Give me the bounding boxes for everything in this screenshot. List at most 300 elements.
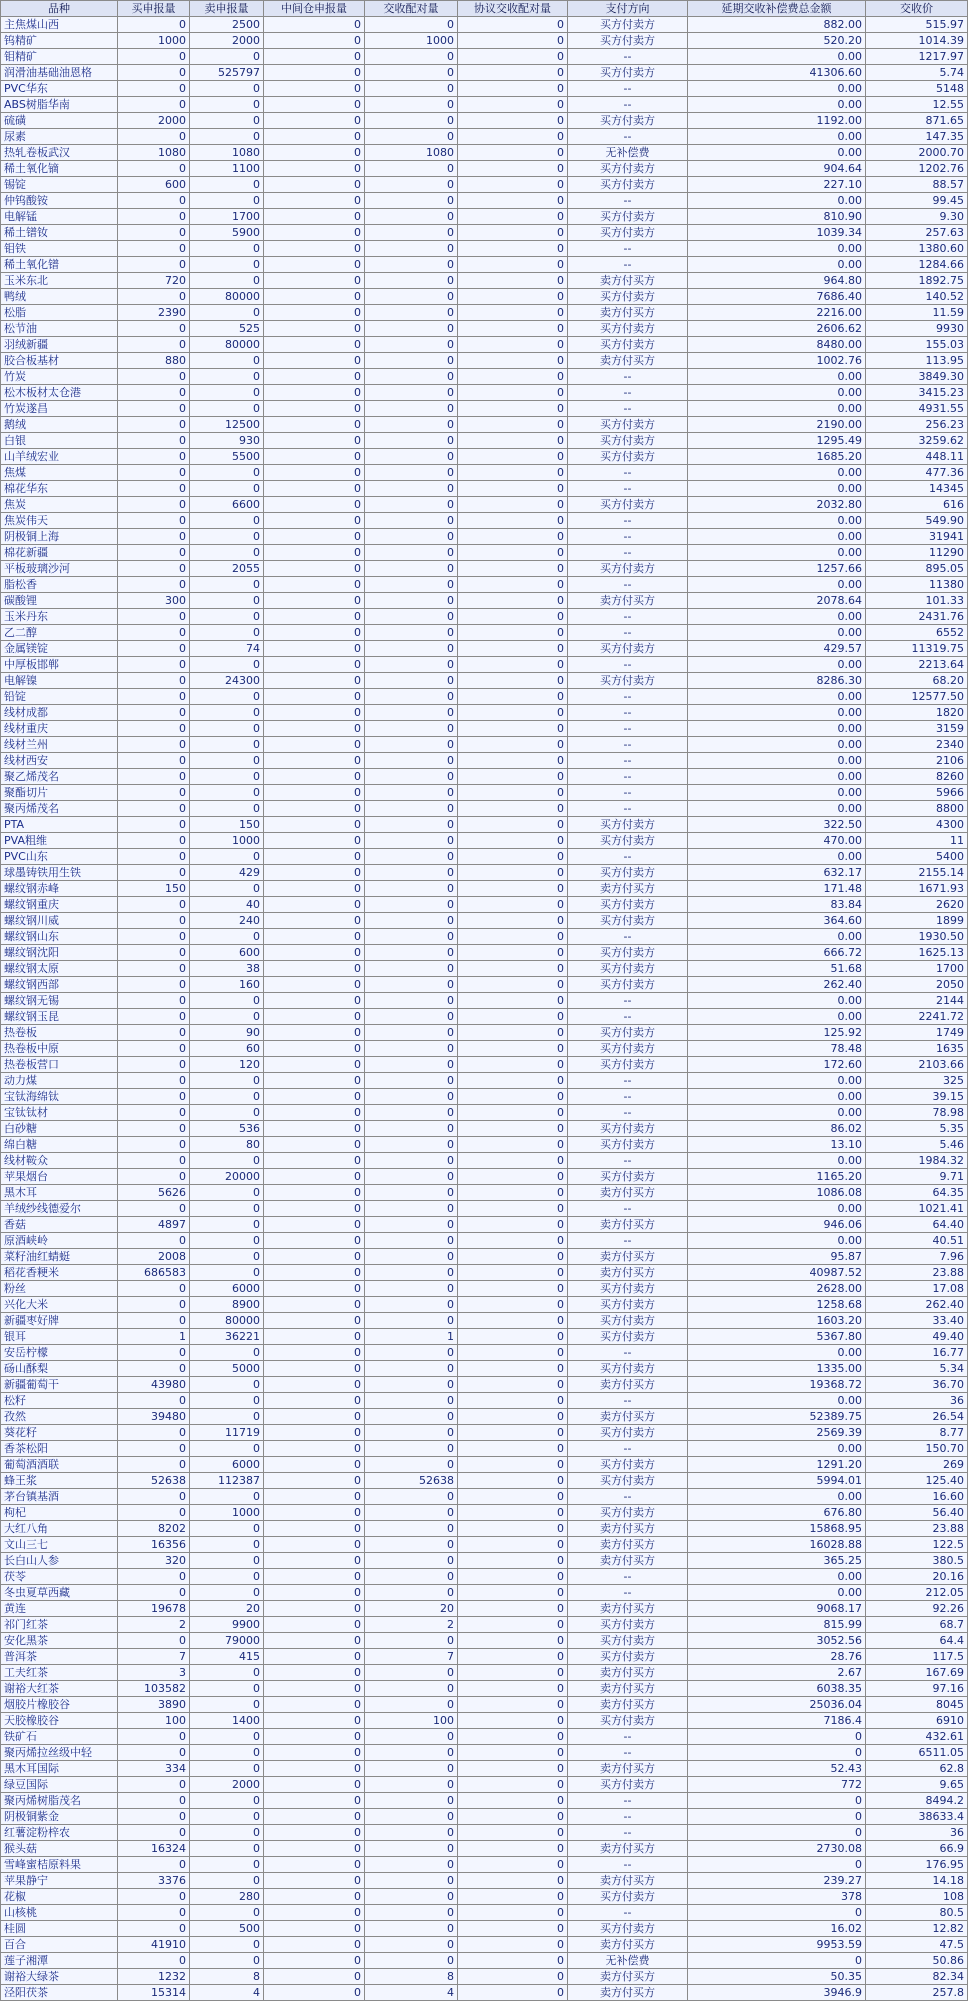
cell-delivery-matched: 0 — [365, 417, 458, 433]
cell-sell-declared: 0 — [190, 97, 264, 113]
table-row — [1, 305, 968, 321]
cell-buy-declared: 0 — [118, 49, 190, 65]
cell-delivery-matched: 0 — [365, 161, 458, 177]
cell-payment-direction: 买方付卖方 — [568, 337, 688, 353]
cell-agreement-matched: 0 — [458, 353, 568, 369]
cell-variety: 烟胶片橡胶谷 — [1, 1697, 118, 1713]
cell-payment-direction: 无补偿费 — [568, 145, 688, 161]
cell-deferred-compensation: 0.00 — [688, 1585, 866, 1601]
cell-delivery-price: 9.65 — [866, 1777, 968, 1793]
cell-intermediate-declared: 0 — [264, 49, 365, 65]
cell-intermediate-declared: 0 — [264, 1041, 365, 1057]
cell-payment-direction: 买方付卖方 — [568, 1473, 688, 1489]
cell-deferred-compensation: 322.50 — [688, 817, 866, 833]
cell-deferred-compensation: 125.92 — [688, 1025, 866, 1041]
cell-variety: 新疆葡萄干 — [1, 1377, 118, 1393]
cell-payment-direction: -- — [568, 529, 688, 545]
cell-intermediate-declared: 0 — [264, 1137, 365, 1153]
table-row — [1, 1505, 968, 1521]
cell-delivery-price: 895.05 — [866, 561, 968, 577]
cell-variety: 聚丙烯拉丝级中轻 — [1, 1745, 118, 1761]
cell-delivery-matched: 0 — [365, 241, 458, 257]
cell-delivery-price: 269 — [866, 1457, 968, 1473]
cell-sell-declared: 0 — [190, 993, 264, 1009]
cell-variety: 花椒 — [1, 1889, 118, 1905]
table-row — [1, 705, 968, 721]
cell-delivery-price: 1984.32 — [866, 1153, 968, 1169]
cell-variety: 祁门红茶 — [1, 1617, 118, 1633]
cell-agreement-matched: 0 — [458, 1745, 568, 1761]
cell-deferred-compensation: 0.00 — [688, 753, 866, 769]
cell-buy-declared: 100 — [118, 1713, 190, 1729]
cell-intermediate-declared: 0 — [264, 1473, 365, 1489]
cell-delivery-matched: 0 — [365, 1201, 458, 1217]
table-row — [1, 497, 968, 513]
cell-buy-declared: 0 — [118, 1729, 190, 1745]
cell-variety: 松籽 — [1, 1393, 118, 1409]
cell-delivery-matched: 0 — [365, 1537, 458, 1553]
cell-delivery-matched: 0 — [365, 449, 458, 465]
cell-buy-declared: 0 — [118, 577, 190, 593]
cell-intermediate-declared: 0 — [264, 1489, 365, 1505]
cell-variety: 电解镍 — [1, 673, 118, 689]
cell-variety: 长白山人参 — [1, 1553, 118, 1569]
cell-buy-declared: 2 — [118, 1617, 190, 1633]
cell-agreement-matched: 0 — [458, 337, 568, 353]
cell-intermediate-declared: 0 — [264, 929, 365, 945]
cell-buy-declared: 0 — [118, 513, 190, 529]
cell-variety: 聚酯切片 — [1, 785, 118, 801]
cell-delivery-matched: 0 — [365, 1665, 458, 1681]
cell-agreement-matched: 0 — [458, 17, 568, 33]
cell-buy-declared: 0 — [118, 337, 190, 353]
cell-intermediate-declared: 0 — [264, 577, 365, 593]
cell-payment-direction: 买方付卖方 — [568, 1041, 688, 1057]
cell-buy-declared: 0 — [118, 321, 190, 337]
cell-buy-declared: 0 — [118, 1025, 190, 1041]
cell-delivery-matched: 0 — [365, 689, 458, 705]
cell-payment-direction: -- — [568, 1345, 688, 1361]
cell-intermediate-declared: 0 — [264, 145, 365, 161]
cell-payment-direction: -- — [568, 785, 688, 801]
cell-deferred-compensation: 0 — [688, 1729, 866, 1745]
cell-sell-declared: 0 — [190, 1953, 264, 1969]
cell-delivery-price: 50.86 — [866, 1953, 968, 1969]
cell-deferred-compensation: 365.25 — [688, 1553, 866, 1569]
cell-payment-direction: -- — [568, 465, 688, 481]
cell-payment-direction: -- — [568, 929, 688, 945]
cell-agreement-matched: 0 — [458, 801, 568, 817]
table-row — [1, 945, 968, 961]
cell-variety: 白银 — [1, 433, 118, 449]
cell-payment-direction: -- — [568, 1441, 688, 1457]
cell-delivery-price: 31941 — [866, 529, 968, 545]
cell-delivery-matched: 0 — [365, 1153, 458, 1169]
cell-buy-declared: 0 — [118, 1089, 190, 1105]
table-row — [1, 449, 968, 465]
cell-agreement-matched: 0 — [458, 33, 568, 49]
cell-payment-direction: 买方付卖方 — [568, 1457, 688, 1473]
cell-delivery-price: 99.45 — [866, 193, 968, 209]
cell-buy-declared: 0 — [118, 1857, 190, 1873]
cell-intermediate-declared: 0 — [264, 1361, 365, 1377]
cell-deferred-compensation: 0.00 — [688, 849, 866, 865]
cell-payment-direction: -- — [568, 1809, 688, 1825]
cell-sell-declared: 0 — [190, 529, 264, 545]
cell-agreement-matched: 0 — [458, 1857, 568, 1873]
cell-variety: 焦炭 — [1, 497, 118, 513]
cell-delivery-matched: 0 — [365, 1105, 458, 1121]
cell-sell-declared: 0 — [190, 1249, 264, 1265]
cell-intermediate-declared: 0 — [264, 1457, 365, 1473]
cell-buy-declared: 0 — [118, 1889, 190, 1905]
cell-payment-direction: 买方付卖方 — [568, 1361, 688, 1377]
cell-payment-direction: 买方付卖方 — [568, 1505, 688, 1521]
cell-intermediate-declared: 0 — [264, 945, 365, 961]
cell-intermediate-declared: 0 — [264, 1873, 365, 1889]
cell-sell-declared: 0 — [190, 1553, 264, 1569]
cell-sell-declared: 0 — [190, 49, 264, 65]
cell-sell-declared: 60 — [190, 1041, 264, 1057]
cell-sell-declared: 0 — [190, 1809, 264, 1825]
cell-sell-declared: 0 — [190, 577, 264, 593]
cell-delivery-price: 257.8 — [866, 1985, 968, 2001]
cell-variety: 热卷板 — [1, 1025, 118, 1041]
table-row — [1, 1617, 968, 1633]
table-row — [1, 257, 968, 273]
cell-buy-declared: 0 — [118, 1009, 190, 1025]
cell-sell-declared: 80000 — [190, 1313, 264, 1329]
cell-delivery-price: 871.65 — [866, 113, 968, 129]
cell-agreement-matched: 0 — [458, 1873, 568, 1889]
cell-delivery-price: 68.20 — [866, 673, 968, 689]
cell-payment-direction: 买方付卖方 — [568, 1649, 688, 1665]
cell-payment-direction: 买方付卖方 — [568, 1297, 688, 1313]
cell-sell-declared: 0 — [190, 753, 264, 769]
cell-intermediate-declared: 0 — [264, 225, 365, 241]
cell-variety: 螺纹钢玉昆 — [1, 1009, 118, 1025]
cell-agreement-matched: 0 — [458, 1665, 568, 1681]
cell-delivery-matched: 0 — [365, 1681, 458, 1697]
table-row — [1, 193, 968, 209]
cell-payment-direction: -- — [568, 257, 688, 273]
cell-payment-direction: -- — [568, 1825, 688, 1841]
cell-deferred-compensation: 8480.00 — [688, 337, 866, 353]
cell-delivery-matched: 0 — [365, 1073, 458, 1089]
cell-sell-declared: 0 — [190, 353, 264, 369]
cell-delivery-matched: 0 — [365, 785, 458, 801]
cell-intermediate-declared: 0 — [264, 1857, 365, 1873]
cell-intermediate-declared: 0 — [264, 1633, 365, 1649]
cell-buy-declared: 0 — [118, 1425, 190, 1441]
cell-sell-declared: 0 — [190, 689, 264, 705]
cell-intermediate-declared: 0 — [264, 33, 365, 49]
cell-buy-declared: 0 — [118, 1313, 190, 1329]
cell-deferred-compensation: 0.00 — [688, 1441, 866, 1457]
header-delivery-price: 交收价 — [866, 1, 968, 17]
cell-payment-direction: 卖方付买方 — [568, 1217, 688, 1233]
cell-deferred-compensation: 666.72 — [688, 945, 866, 961]
table-row — [1, 177, 968, 193]
cell-buy-declared: 0 — [118, 833, 190, 849]
cell-deferred-compensation: 0.00 — [688, 1233, 866, 1249]
cell-sell-declared: 0 — [190, 1089, 264, 1105]
cell-delivery-matched: 0 — [365, 209, 458, 225]
cell-delivery-matched: 0 — [365, 81, 458, 97]
cell-payment-direction: -- — [568, 241, 688, 257]
cell-agreement-matched: 0 — [458, 865, 568, 881]
cell-deferred-compensation: 19368.72 — [688, 1377, 866, 1393]
cell-sell-declared: 150 — [190, 817, 264, 833]
cell-variety: 绵白糖 — [1, 1137, 118, 1153]
cell-sell-declared: 525797 — [190, 65, 264, 81]
cell-variety: 硫磺 — [1, 113, 118, 129]
cell-delivery-price: 97.16 — [866, 1681, 968, 1697]
table-row — [1, 753, 968, 769]
cell-intermediate-declared: 0 — [264, 1073, 365, 1089]
cell-variety: 聚丙烯树脂茂名 — [1, 1793, 118, 1809]
cell-sell-declared: 2500 — [190, 17, 264, 33]
cell-variety: 螺纹钢无锡 — [1, 993, 118, 1009]
table-row — [1, 209, 968, 225]
cell-buy-declared: 0 — [118, 1105, 190, 1121]
cell-payment-direction: 买方付卖方 — [568, 1281, 688, 1297]
cell-payment-direction: 买方付卖方 — [568, 113, 688, 129]
cell-sell-declared: 0 — [190, 1521, 264, 1537]
cell-sell-declared: 0 — [190, 737, 264, 753]
cell-delivery-matched: 0 — [365, 817, 458, 833]
cell-agreement-matched: 0 — [458, 609, 568, 625]
cell-sell-declared: 0 — [190, 1345, 264, 1361]
cell-sell-declared: 1700 — [190, 209, 264, 225]
cell-delivery-matched: 0 — [365, 257, 458, 273]
cell-sell-declared: 0 — [190, 1537, 264, 1553]
cell-payment-direction: -- — [568, 1201, 688, 1217]
cell-delivery-matched: 0 — [365, 1249, 458, 1265]
cell-payment-direction: -- — [568, 1569, 688, 1585]
cell-intermediate-declared: 0 — [264, 1265, 365, 1281]
cell-agreement-matched: 0 — [458, 1489, 568, 1505]
cell-delivery-matched: 0 — [365, 753, 458, 769]
cell-payment-direction: -- — [568, 801, 688, 817]
cell-buy-declared: 41910 — [118, 1937, 190, 1953]
cell-variety: 玉米东北 — [1, 273, 118, 289]
cell-delivery-matched: 1 — [365, 1329, 458, 1345]
table-row — [1, 1073, 968, 1089]
cell-deferred-compensation: 0.00 — [688, 1073, 866, 1089]
cell-payment-direction: -- — [568, 385, 688, 401]
cell-delivery-matched: 0 — [365, 1585, 458, 1601]
cell-variety: 羽绒新疆 — [1, 337, 118, 353]
cell-buy-declared: 0 — [118, 641, 190, 657]
cell-intermediate-declared: 0 — [264, 193, 365, 209]
cell-delivery-matched: 0 — [365, 225, 458, 241]
cell-delivery-matched: 0 — [365, 433, 458, 449]
cell-variety: 莲子湘潭 — [1, 1953, 118, 1969]
table-row — [1, 1361, 968, 1377]
cell-delivery-price: 8260 — [866, 769, 968, 785]
cell-deferred-compensation: 28.76 — [688, 1649, 866, 1665]
cell-agreement-matched: 0 — [458, 1377, 568, 1393]
cell-intermediate-declared: 0 — [264, 337, 365, 353]
cell-agreement-matched: 0 — [458, 737, 568, 753]
cell-intermediate-declared: 0 — [264, 65, 365, 81]
cell-variety: 雪峰蜜桔原料果 — [1, 1857, 118, 1873]
table-header-row — [1, 1, 968, 17]
cell-deferred-compensation: 0.00 — [688, 1489, 866, 1505]
cell-payment-direction: 买方付卖方 — [568, 977, 688, 993]
cell-agreement-matched: 0 — [458, 1057, 568, 1073]
cell-payment-direction: 卖方付买方 — [568, 1537, 688, 1553]
cell-payment-direction: 买方付卖方 — [568, 497, 688, 513]
cell-variety: 脂松香 — [1, 577, 118, 593]
cell-delivery-price: 8045 — [866, 1697, 968, 1713]
table-row — [1, 1441, 968, 1457]
cell-sell-declared: 0 — [190, 1841, 264, 1857]
table-row — [1, 833, 968, 849]
cell-delivery-matched: 0 — [365, 1761, 458, 1777]
table-row — [1, 49, 968, 65]
cell-sell-declared: 429 — [190, 865, 264, 881]
cell-payment-direction: 买方付卖方 — [568, 561, 688, 577]
cell-buy-declared: 300 — [118, 593, 190, 609]
cell-deferred-compensation: 0 — [688, 1857, 866, 1873]
cell-delivery-matched: 0 — [365, 337, 458, 353]
cell-payment-direction: 卖方付买方 — [568, 1873, 688, 1889]
cell-agreement-matched: 0 — [458, 1473, 568, 1489]
cell-agreement-matched: 0 — [458, 1233, 568, 1249]
cell-buy-declared: 320 — [118, 1553, 190, 1569]
cell-intermediate-declared: 0 — [264, 1601, 365, 1617]
table-row — [1, 1009, 968, 1025]
cell-buy-declared: 0 — [118, 1953, 190, 1969]
cell-deferred-compensation: 0.00 — [688, 257, 866, 273]
cell-delivery-matched: 0 — [365, 1441, 458, 1457]
table-row — [1, 1905, 968, 1921]
cell-buy-declared: 0 — [118, 721, 190, 737]
cell-payment-direction: -- — [568, 721, 688, 737]
cell-buy-declared: 0 — [118, 289, 190, 305]
cell-agreement-matched: 0 — [458, 1553, 568, 1569]
table-row — [1, 529, 968, 545]
cell-deferred-compensation: 429.57 — [688, 641, 866, 657]
cell-delivery-matched: 0 — [365, 625, 458, 641]
cell-sell-declared: 8 — [190, 1969, 264, 1985]
cell-deferred-compensation: 0.00 — [688, 1089, 866, 1105]
cell-delivery-price: 4931.55 — [866, 401, 968, 417]
cell-sell-declared: 0 — [190, 881, 264, 897]
cell-agreement-matched: 0 — [458, 1729, 568, 1745]
cell-delivery-price: 12577.50 — [866, 689, 968, 705]
cell-intermediate-declared: 0 — [264, 881, 365, 897]
cell-delivery-price: 49.40 — [866, 1329, 968, 1345]
cell-agreement-matched: 0 — [458, 529, 568, 545]
cell-delivery-matched: 0 — [365, 1489, 458, 1505]
cell-delivery-price: 1625.13 — [866, 945, 968, 961]
cell-variety: 竹炭遂昌 — [1, 401, 118, 417]
cell-payment-direction: 买方付卖方 — [568, 177, 688, 193]
cell-agreement-matched: 0 — [458, 1297, 568, 1313]
table-row — [1, 1665, 968, 1681]
cell-deferred-compensation: 0.00 — [688, 705, 866, 721]
cell-delivery-price: 6511.05 — [866, 1745, 968, 1761]
cell-sell-declared: 0 — [190, 465, 264, 481]
cell-delivery-matched: 100 — [365, 1713, 458, 1729]
cell-intermediate-declared: 0 — [264, 1425, 365, 1441]
cell-delivery-price: 36 — [866, 1393, 968, 1409]
table-row — [1, 433, 968, 449]
cell-sell-declared: 240 — [190, 913, 264, 929]
cell-deferred-compensation: 0.00 — [688, 465, 866, 481]
cell-buy-declared: 0 — [118, 561, 190, 577]
cell-sell-declared: 80000 — [190, 289, 264, 305]
cell-delivery-matched: 0 — [365, 401, 458, 417]
cell-agreement-matched: 0 — [458, 49, 568, 65]
cell-sell-declared: 0 — [190, 1905, 264, 1921]
cell-variety: 安化黑茶 — [1, 1633, 118, 1649]
cell-deferred-compensation: 172.60 — [688, 1057, 866, 1073]
cell-agreement-matched: 0 — [458, 193, 568, 209]
table-row — [1, 737, 968, 753]
cell-variety: 黑木耳国际 — [1, 1761, 118, 1777]
table-row — [1, 241, 968, 257]
cell-buy-declared: 0 — [118, 849, 190, 865]
cell-agreement-matched: 0 — [458, 929, 568, 945]
cell-sell-declared: 12500 — [190, 417, 264, 433]
cell-buy-declared: 600 — [118, 177, 190, 193]
cell-deferred-compensation: 95.87 — [688, 1249, 866, 1265]
cell-sell-declared: 930 — [190, 433, 264, 449]
cell-delivery-matched: 0 — [365, 1521, 458, 1537]
cell-delivery-matched: 0 — [365, 881, 458, 897]
cell-delivery-price: 140.52 — [866, 289, 968, 305]
cell-sell-declared: 0 — [190, 1665, 264, 1681]
cell-buy-declared: 0 — [118, 1457, 190, 1473]
cell-delivery-price: 14.18 — [866, 1873, 968, 1889]
table-row — [1, 993, 968, 1009]
cell-payment-direction: 买方付卖方 — [568, 1921, 688, 1937]
table-row — [1, 129, 968, 145]
cell-intermediate-declared: 0 — [264, 609, 365, 625]
cell-deferred-compensation: 0.00 — [688, 1393, 866, 1409]
cell-payment-direction: -- — [568, 577, 688, 593]
cell-delivery-matched: 0 — [365, 1905, 458, 1921]
cell-buy-declared: 0 — [118, 865, 190, 881]
cell-variety: PVA粗维 — [1, 833, 118, 849]
cell-deferred-compensation: 3052.56 — [688, 1633, 866, 1649]
cell-deferred-compensation: 2628.00 — [688, 1281, 866, 1297]
cell-intermediate-declared: 0 — [264, 161, 365, 177]
table-row — [1, 849, 968, 865]
cell-intermediate-declared: 0 — [264, 833, 365, 849]
cell-deferred-compensation: 16028.88 — [688, 1537, 866, 1553]
cell-sell-declared: 0 — [190, 657, 264, 673]
cell-buy-declared: 0 — [118, 401, 190, 417]
cell-variety: 热卷板营口 — [1, 1057, 118, 1073]
cell-intermediate-declared: 0 — [264, 353, 365, 369]
cell-buy-declared: 334 — [118, 1761, 190, 1777]
table-row — [1, 673, 968, 689]
cell-delivery-price: 33.40 — [866, 1313, 968, 1329]
cell-buy-declared: 0 — [118, 449, 190, 465]
cell-delivery-price: 47.5 — [866, 1937, 968, 1953]
cell-deferred-compensation: 0 — [688, 1825, 866, 1841]
cell-deferred-compensation: 1086.08 — [688, 1185, 866, 1201]
cell-agreement-matched: 0 — [458, 833, 568, 849]
cell-sell-declared: 0 — [190, 1217, 264, 1233]
cell-variety: 平板玻璃沙河 — [1, 561, 118, 577]
table-row — [1, 1857, 968, 1873]
